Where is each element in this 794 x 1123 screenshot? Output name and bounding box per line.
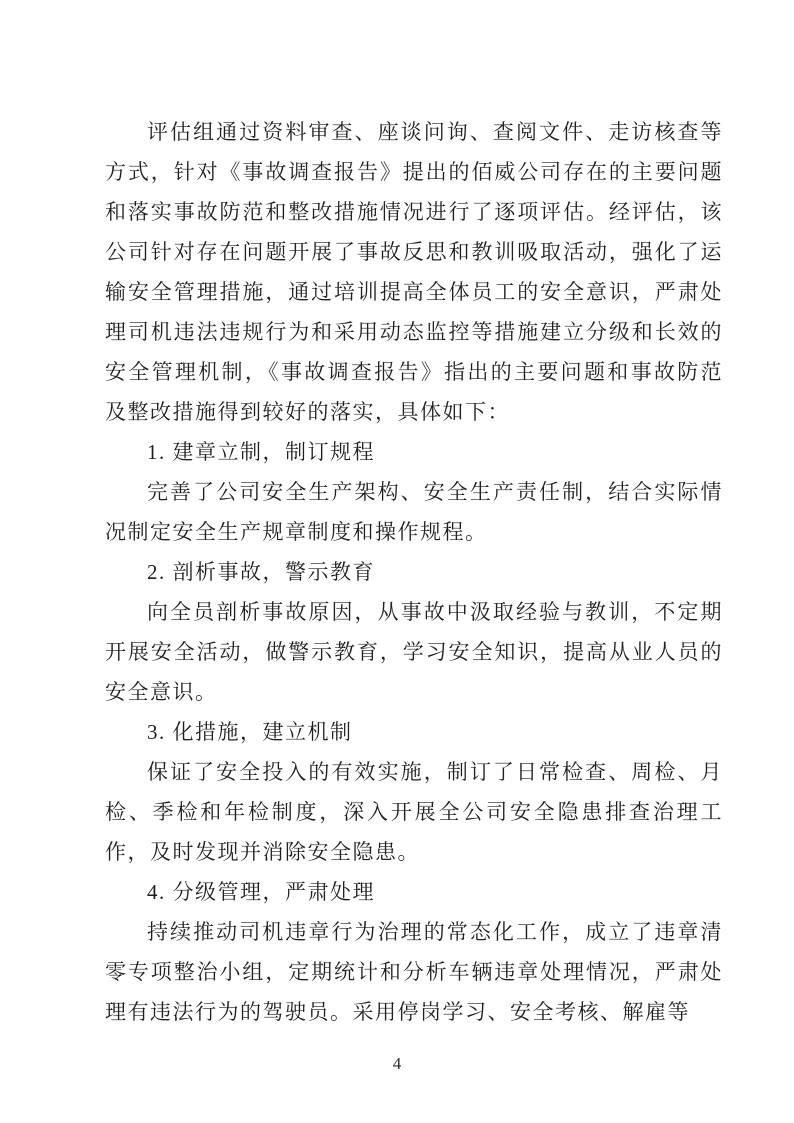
document-paragraph: 向全员剖析事故原因，从事故中汲取经验与教训，不定期开展安全活动，做警示教育，学习安全知识，提高从业人员的安全意识。 — [105, 600, 723, 704]
document-paragraph: 2. 剖析事故，警示教育 — [147, 560, 375, 584]
document-paragraph: 评估组通过资料审查、座谈问询、查阅文件、走访核查等方式，针对《事故调查报告》提出的佰威公司存在的主要问题和落实事故防范和整改措施情况进行了逐项评估。经评估，该公司针对存在问题开展了事故反思和教训吸取活动，强化了运输安全管理措施，通过培训提高全体员工的安全意识，严肃处理司机违法违规行为和采用动态监控等措施建立分级和长效的安全管理机制，《事故调查报告》指出的主要问题和事故防范及整改措施得到较好的落实，具体如下： — [105, 120, 723, 424]
document-paragraph: 持续推动司机违章行为治理的常态化工作，成立了违章清零专项整治小组，定期统计和分析车辆违章处理情况，严肃处理有违法行为的驾驶员。采用停岗学习、安全考核、解雇等 — [105, 920, 723, 1024]
document-paragraph: 完善了公司安全生产架构、安全生产责任制，结合实际情况制定安全生产规章制度和操作规程。 — [105, 480, 723, 544]
document-paragraph: 3. 化措施，建立机制 — [147, 720, 353, 744]
document-paragraph: 保证了安全投入的有效实施，制订了日常检查、周检、月检、季检和年检制度，深入开展全公司安全隐患排查治理工作，及时发现并消除安全隐患。 — [105, 760, 723, 864]
document-paragraph: 4. 分级管理，严肃处理 — [147, 880, 375, 904]
document-body — [105, 112, 723, 1032]
page-number: 4 — [392, 1054, 402, 1073]
document-paragraph: 1. 建章立制，制订规程 — [147, 440, 375, 464]
